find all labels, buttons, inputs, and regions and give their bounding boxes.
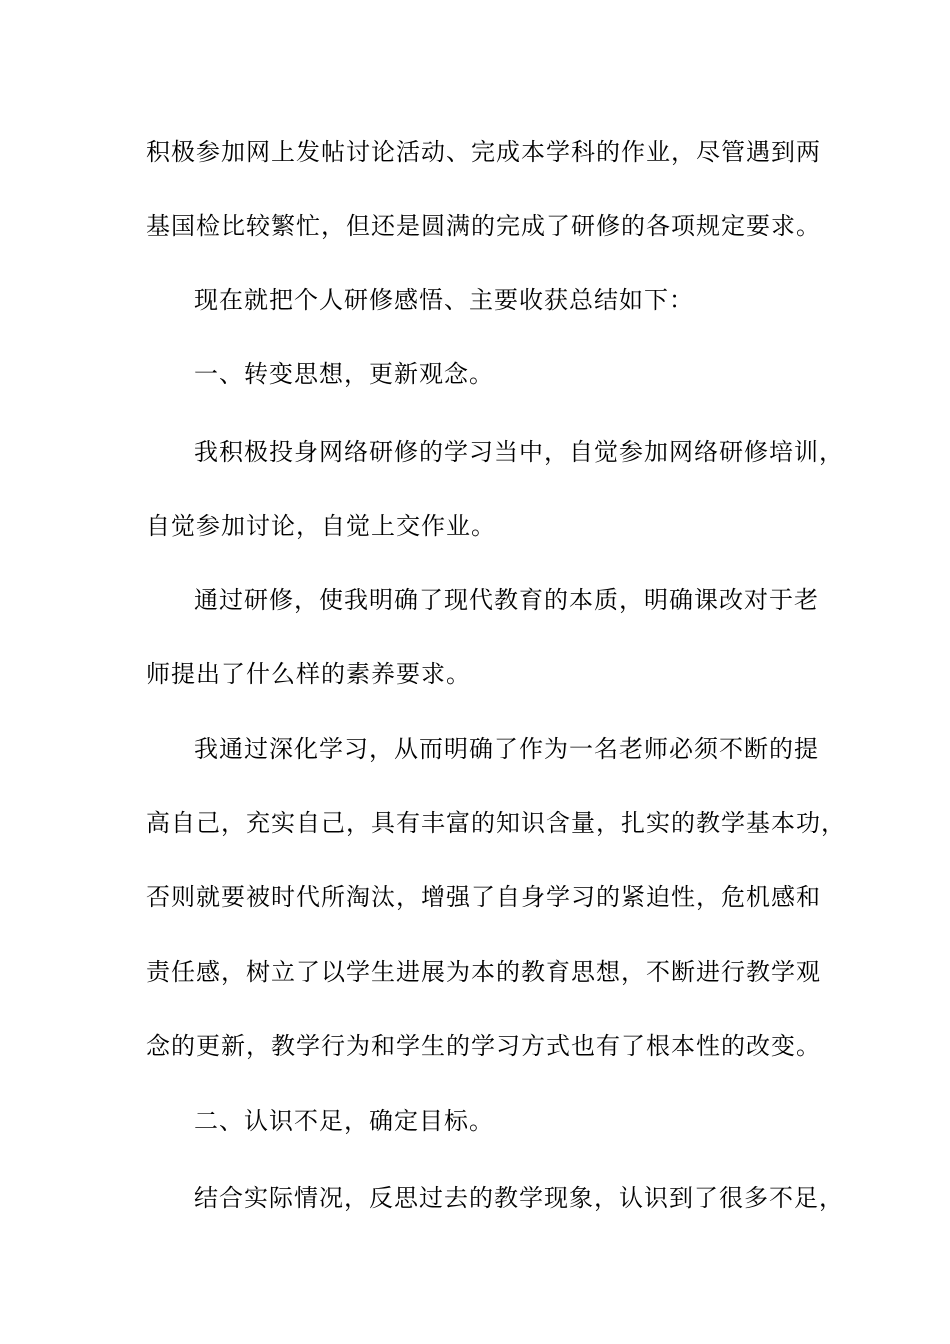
text-line: 现在就把个人研修感悟、主要收获总结如下：	[194, 286, 694, 314]
text-line: 自觉参加讨论，自觉上交作业。	[146, 512, 496, 540]
section-heading: 一、转变思想，更新观念。	[194, 360, 494, 388]
text-line: 我通过深化学习，从而明确了作为一名老师必须不断的提	[194, 735, 819, 763]
text-line: 通过研修，使我明确了现代教育的本质，明确课改对于老	[194, 586, 819, 614]
text-line: 念的更新，教学行为和学生的学习方式也有了根本性的改变。	[146, 1032, 821, 1060]
text-line: 基国检比较繁忙，但还是圆满的完成了研修的各项规定要求。	[146, 212, 821, 240]
text-line: 否则就要被时代所淘汰，增强了自身学习的紧迫性，危机感和	[146, 883, 821, 911]
text-line: 我积极投身网络研修的学习当中，自觉参加网络研修培训，	[194, 438, 844, 466]
text-line: 结合实际情况，反思过去的教学现象，认识到了很多不足，	[194, 1184, 844, 1212]
section-heading: 二、认识不足，确定目标。	[194, 1107, 494, 1135]
text-line: 积极参加网上发帖讨论活动、完成本学科的作业，尽管遇到两	[146, 138, 821, 166]
text-line: 责任感，树立了以学生进展为本的教育思想，不断进行教学观	[146, 958, 821, 986]
text-line: 师提出了什么样的素养要求。	[146, 660, 471, 688]
text-line: 高自己，充实自己，具有丰富的知识含量，扎实的教学基本功，	[146, 809, 846, 837]
